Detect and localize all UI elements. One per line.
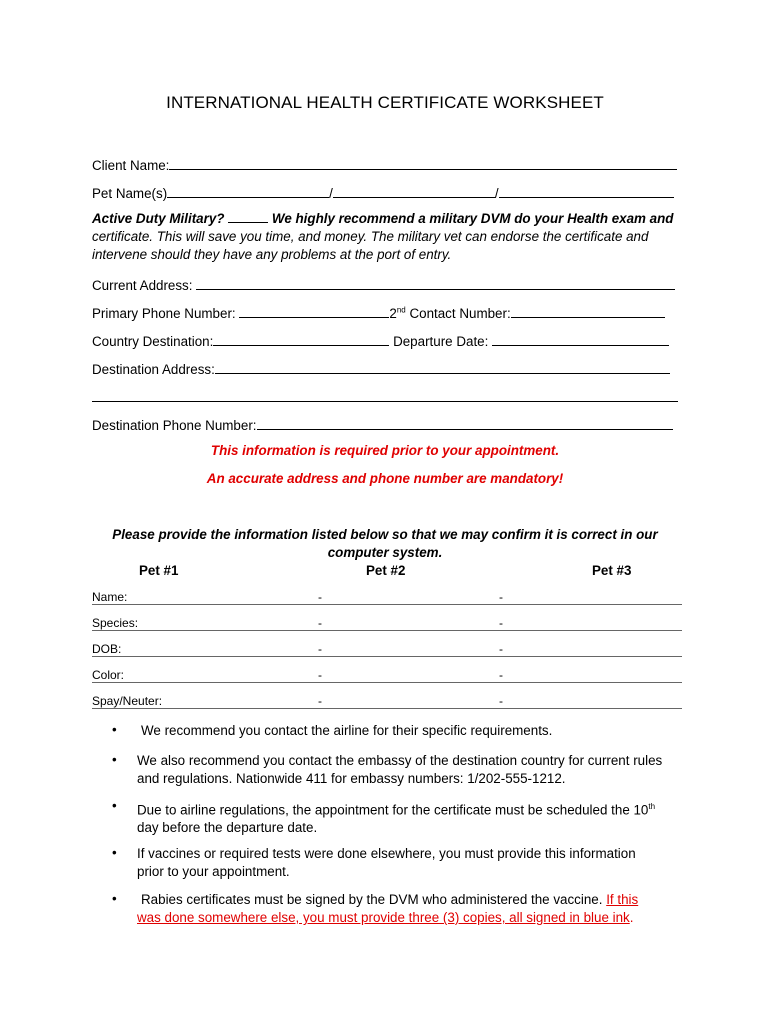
- table-row[interactable]: [92, 642, 682, 657]
- dash: -: [499, 694, 503, 708]
- row-label: Species:: [92, 616, 139, 630]
- dash: -: [499, 590, 503, 604]
- table-row[interactable]: [92, 616, 682, 631]
- destination-address-field[interactable]: [215, 360, 670, 374]
- rabies-warning-line1: If this: [606, 892, 639, 907]
- primary-phone-field[interactable]: [239, 304, 389, 318]
- second-contact-label: 2nd Contact Number:: [389, 305, 511, 321]
- primary-phone-label: Primary Phone Number:: [92, 306, 236, 321]
- pet-names-separator: /: [329, 186, 333, 201]
- table-row[interactable]: [92, 668, 682, 683]
- departure-date-label: Departure Date:: [393, 334, 489, 349]
- bullet-icon: •: [112, 798, 117, 813]
- military-note-line1: We highly recommend a military DVM do your Health exam and: [271, 211, 674, 226]
- row-label: DOB:: [92, 642, 122, 656]
- pet2-heading: Pet #2: [366, 563, 406, 578]
- dash: -: [499, 616, 503, 630]
- client-name-label: Client Name:: [92, 158, 170, 173]
- confirm-line-2: computer system.: [327, 545, 443, 560]
- pet1-heading: Pet #1: [139, 563, 179, 578]
- page-title: INTERNATIONAL HEALTH CERTIFICATE WORKSHEET: [166, 93, 604, 112]
- military-note-line3: intervene should they have any problems at the port of entry.: [92, 247, 452, 262]
- phone-row: [92, 304, 665, 321]
- row-label: Color:: [92, 668, 125, 682]
- bullet-text-4: If vaccines or required tests were done elsewhere, you must provide this information prior to your appointment.: [137, 846, 636, 879]
- dash: -: [318, 616, 322, 630]
- bullet-icon: •: [112, 722, 117, 737]
- bullet-icon: •: [112, 845, 117, 860]
- military-paragraph: [92, 210, 692, 264]
- pet3-heading: Pet #3: [592, 563, 632, 578]
- dash: -: [318, 590, 322, 604]
- dash: -: [318, 694, 322, 708]
- departure-date-field[interactable]: [492, 332, 669, 346]
- bullet-icon: •: [112, 891, 117, 906]
- client-name-field[interactable]: [169, 156, 677, 170]
- bullet-text-1: We recommend you contact the airline for their specific requirements.: [141, 723, 553, 738]
- current-address-row: [92, 276, 675, 293]
- destination-row: [92, 332, 669, 349]
- destination-address-label: Destination Address:: [92, 362, 215, 377]
- dash: -: [318, 668, 322, 682]
- notice-required: This information is required prior to your appointment.: [210, 443, 560, 458]
- military-field[interactable]: [228, 210, 268, 223]
- pet-names-row: [92, 184, 674, 201]
- destination-phone-field[interactable]: [257, 416, 673, 430]
- country-destination-label: Country Destination:: [92, 334, 214, 349]
- pet-names-label: Pet Name(s): [92, 186, 168, 201]
- destination-address-line-2[interactable]: [92, 401, 678, 402]
- pet-name-1-field[interactable]: [167, 184, 329, 198]
- pet-names-separator: /: [494, 186, 499, 201]
- bullet-icon: •: [112, 752, 117, 767]
- dash: -: [318, 642, 322, 656]
- current-address-field[interactable]: [196, 276, 675, 290]
- bullet-text-2: We also recommend you contact the embassy of the destination country for current rules and regulations. Nationwide 411 for embassy numbers: 1/202-555-1212.: [137, 753, 663, 786]
- notice-mandatory: An accurate address and phone number are mandatory!: [206, 471, 564, 486]
- destination-address-row: [92, 360, 670, 377]
- military-label: Active Duty Military?: [92, 211, 225, 226]
- confirm-line-1: Please provide the information listed below so that we may confirm it is correct in our: [112, 527, 658, 542]
- client-name-row: [92, 156, 677, 173]
- row-label: Name:: [92, 590, 128, 604]
- bullet-text-3: Due to airline regulations, the appointment for the certificate must be scheduled the 10th day before the departure date.: [137, 802, 656, 836]
- pet-name-2-field[interactable]: [333, 184, 495, 198]
- current-address-label: Current Address:: [92, 278, 193, 293]
- dash: -: [499, 668, 503, 682]
- country-destination-field[interactable]: [213, 332, 389, 346]
- rabies-warning-line2: was done somewhere else, you must provide three (3) copies, all signed in blue ink: [137, 910, 630, 925]
- bullet-text-5: Rabies certificates must be signed by the DVM who administered the vaccine. If this was done somewhere else, you must provide three (3) copies, all signed in blue ink.: [137, 892, 639, 925]
- second-contact-field[interactable]: [511, 304, 665, 318]
- destination-phone-label: Destination Phone Number:: [92, 418, 257, 433]
- dash: -: [499, 642, 503, 656]
- row-label: Spay/Neuter:: [92, 694, 163, 708]
- table-row[interactable]: [92, 694, 682, 709]
- pet-name-3-field[interactable]: [499, 184, 674, 198]
- military-note-line2: certificate. This will save you time, and money. The military vet can endorse the certificate and: [92, 229, 649, 244]
- table-row[interactable]: [92, 590, 682, 605]
- destination-phone-row: [92, 416, 673, 433]
